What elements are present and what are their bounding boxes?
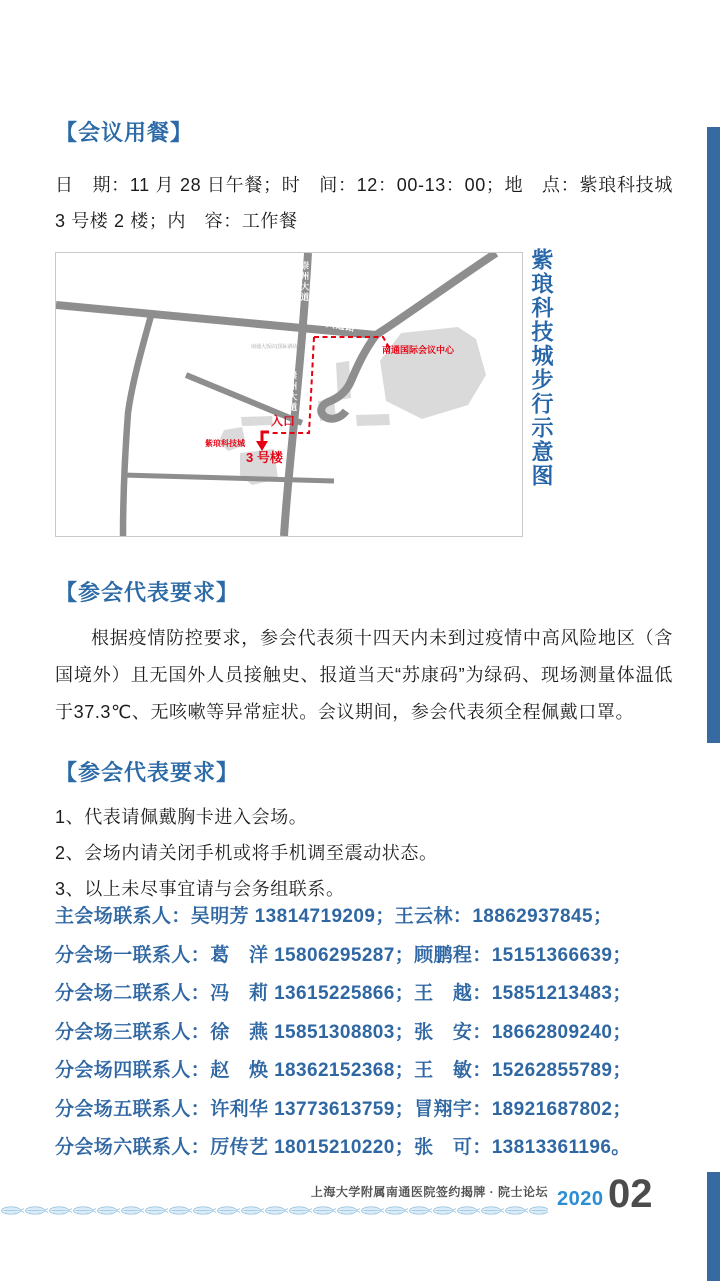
section-title-meal: 【会议用餐】	[55, 120, 194, 145]
chain-decoration	[0, 1205, 548, 1216]
road-label-xingtong-1: 兴通路	[200, 304, 232, 316]
section-title-requirements-epidemic: 【参会代表要求】	[55, 580, 240, 605]
right-edge-bar-bottom	[707, 1172, 720, 1281]
contact-line-branch-3: 分会场三联系人：徐 燕 15851308803；张 安：18662809240；	[55, 1021, 632, 1043]
road-label-xingtong-2: 兴通路	[325, 318, 357, 334]
walking-route-map	[55, 252, 523, 537]
requirement-item-1: 1、代表请佩戴胸卡进入会场。	[55, 807, 308, 827]
footer-event-title: 上海大学附属南通医院签约揭牌 · 院士论坛	[310, 1185, 548, 1199]
road-label-chongzhou-2: 崇州大道	[288, 371, 298, 413]
meal-details-text: 日 期：11 月 28 日午餐；时 间：12：00-13：00；地 点：紫琅科技城 3 号楼 2 楼；内 容：工作餐	[55, 175, 673, 231]
contact-line-branch-2: 分会场二联系人：冯 莉 13615225866；王 越：15851213483；	[55, 983, 632, 1004]
zilang-tech-city-label: 紫琅科技城	[205, 439, 245, 448]
section-title-requirements-general: 【参会代表要求】	[55, 760, 240, 785]
map-caption-vertical: 紫琅科技城步行示意图	[529, 248, 554, 488]
hotel-label: 南通大饭店(国际酒店)	[251, 344, 300, 350]
contact-line-branch-1: 分会场一联系人：葛 洋 15806295287；顾鹏程：15151366639；	[55, 944, 632, 966]
entrance-label: 入口	[271, 414, 296, 428]
footer-year: 2020	[557, 1188, 604, 1210]
road-label-chongzhou-1: 崇州大道	[300, 261, 310, 303]
contacts-list	[55, 898, 680, 1168]
requirement-item-2: 2、会场内请关闭手机或将手机调至震动状态。	[55, 843, 438, 863]
contact-line-main: 主会场联系人：吴明芳 13814719209；王云林：18862937845；	[55, 906, 613, 927]
contact-line-branch-5: 分会场五联系人：许利华 13773613759；冒翔宇：18921687802；	[55, 1098, 632, 1120]
conference-center-label: 南通国际会议中心	[382, 345, 455, 355]
right-edge-bar-top	[707, 127, 720, 743]
walking-route-dashed-path	[256, 337, 390, 451]
contact-line-branch-4: 分会场四联系人：赵 焕 18362152368；王 敏：15262855789；	[55, 1060, 632, 1081]
requirement-item-3: 3、以上未尽事宜请与会务组联系。	[55, 879, 345, 899]
contact-line-branch-6: 分会场六联系人：厉传艺 18015210220；张 可：13813361196。	[55, 1137, 631, 1158]
footer-page-number: 02	[608, 1172, 653, 1216]
epidemic-requirements-text: 根据疫情防控要求，参会代表须十四天内未到过疫情中高风险地区（含国境外）且无国外人员接触史、报道当天“苏康码”为绿码、现场测量体温低于37.3℃、无咳嗽等异常症状。会议期间，参会代表须全程佩戴口罩。	[55, 628, 673, 722]
building-3-label: 3 号楼	[246, 450, 283, 465]
